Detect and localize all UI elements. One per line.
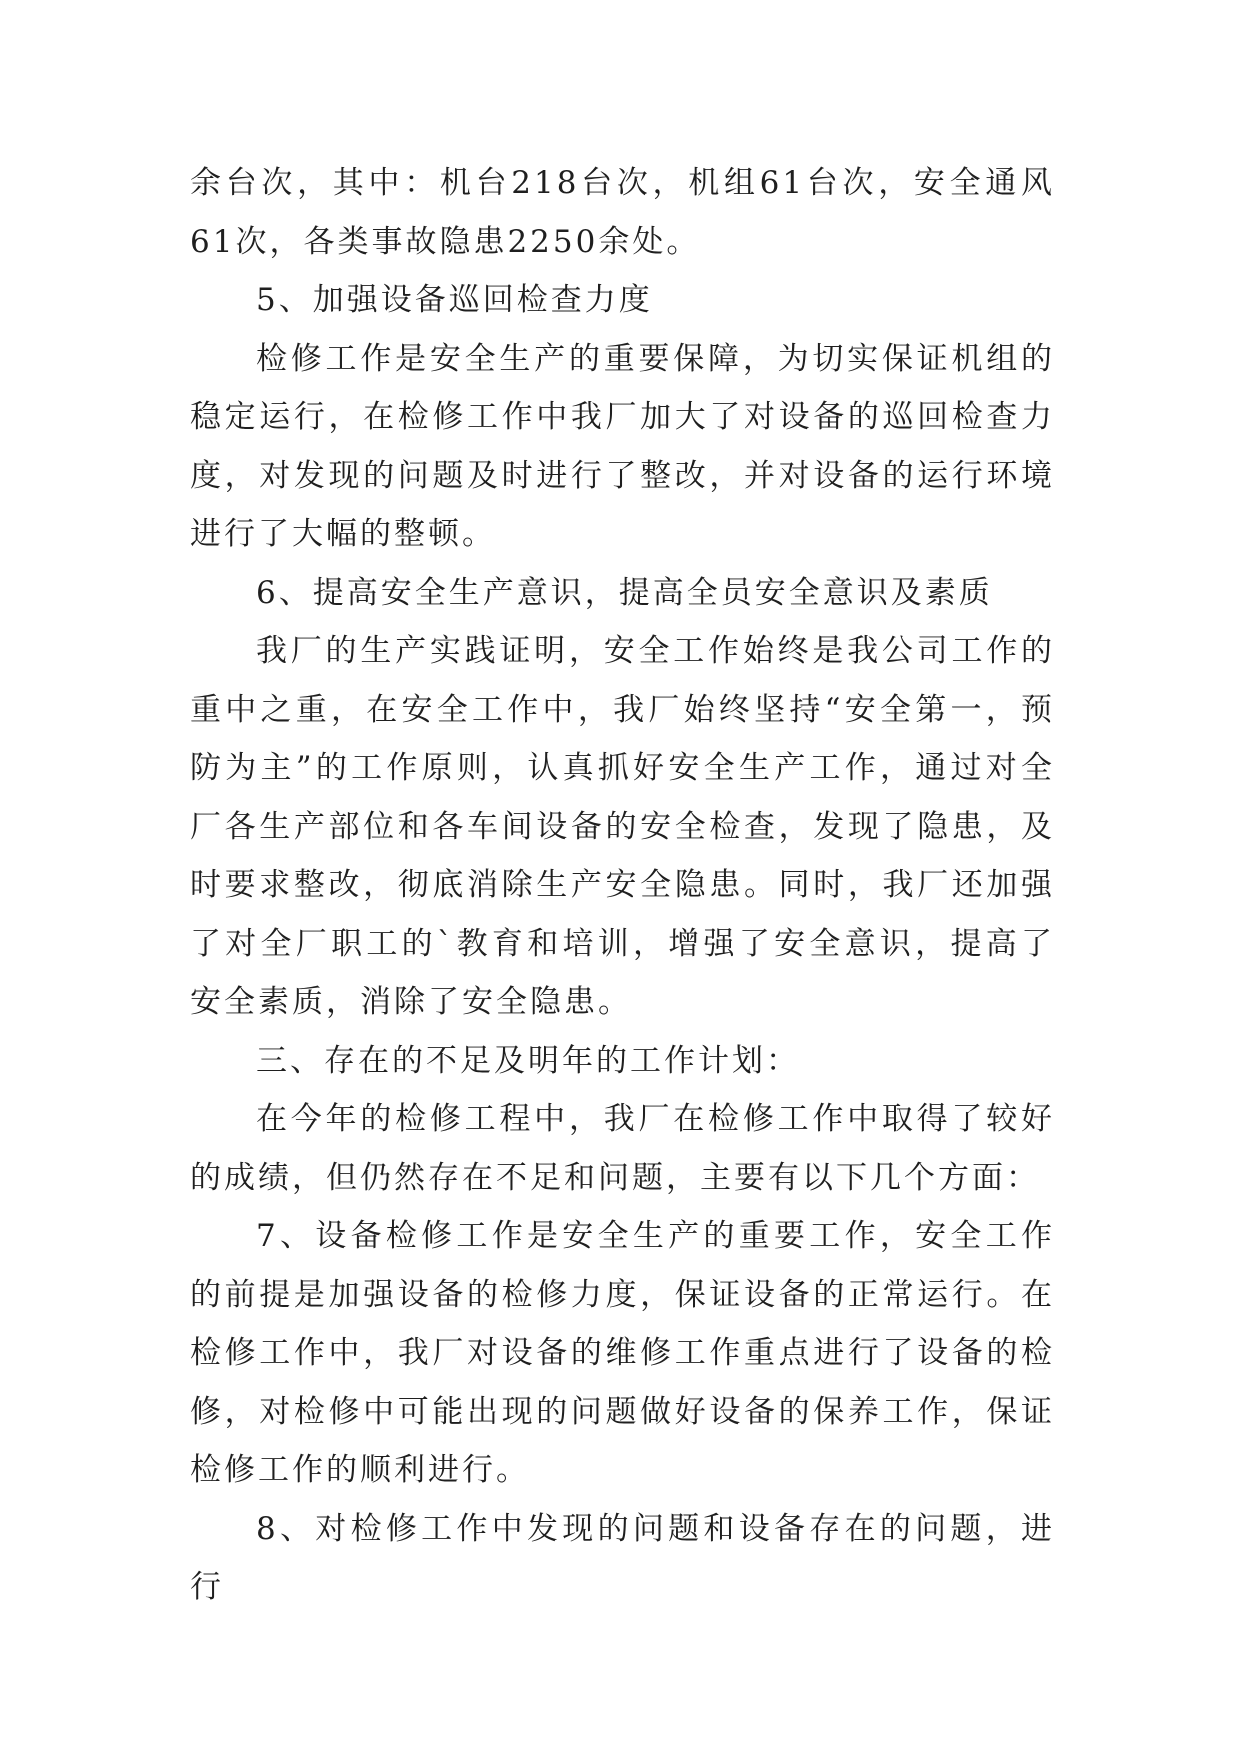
paragraph-safety-awareness: 我厂的生产实践证明，安全工作始终是我公司工作的重中之重，在安全工作中，我厂始终坚持“安全第一，预防为主”的工作原则，认真抓好安全生产工作，通过对全厂各生产部位和各车间设备的安全检查，发现了隐患，及时要求整改，彻底消除生产安全隐患。同时，我厂还加强了对全厂职工的`教育和培训，增强了安全意识，提高了安全素质，消除了安全隐患。 — [190, 633, 1055, 1020]
document-body — [190, 154, 1055, 1617]
heading-item-6: 6、提高安全生产意识，提高全员安全意识及素质 — [256, 574, 993, 611]
paragraph-continuation: 余台次，其中：机台218台次，机组61台次，安全通风61次，各类事故隐患2250余处。 — [190, 165, 1055, 260]
heading-item-5: 5、加强设备巡回检查力度 — [256, 282, 653, 318]
paragraph-inspection: 检修工作是安全生产的重要保障，为切实保证机组的稳定运行，在检修工作中我厂加大了对设备的巡回检查力度，对发现的问题及时进行了整改，并对设备的运行环境进行了大幅的整顿。 — [190, 340, 1055, 552]
paragraph-item-8: 8、对检修工作中发现的问题和设备存在的问题，进行 — [190, 1510, 1055, 1605]
paragraph-item-7: 7、设备检修工作是安全生产的重要工作，安全工作的前提是加强设备的检修力度，保证设备的正常运行。在检修工作中，我厂对设备的维修工作重点进行了设备的检修，对检修中可能出现的问题做好设备的保养工作，保证检修工作的顺利进行。 — [190, 1218, 1055, 1488]
paragraph-shortcomings-intro: 在今年的检修工程中，我厂在检修工作中取得了较好的成绩，但仍然存在不足和问题，主要有以下几个方面： — [190, 1101, 1055, 1196]
section-heading-shortcomings: 三、存在的不足及明年的工作计划： — [256, 1042, 800, 1079]
